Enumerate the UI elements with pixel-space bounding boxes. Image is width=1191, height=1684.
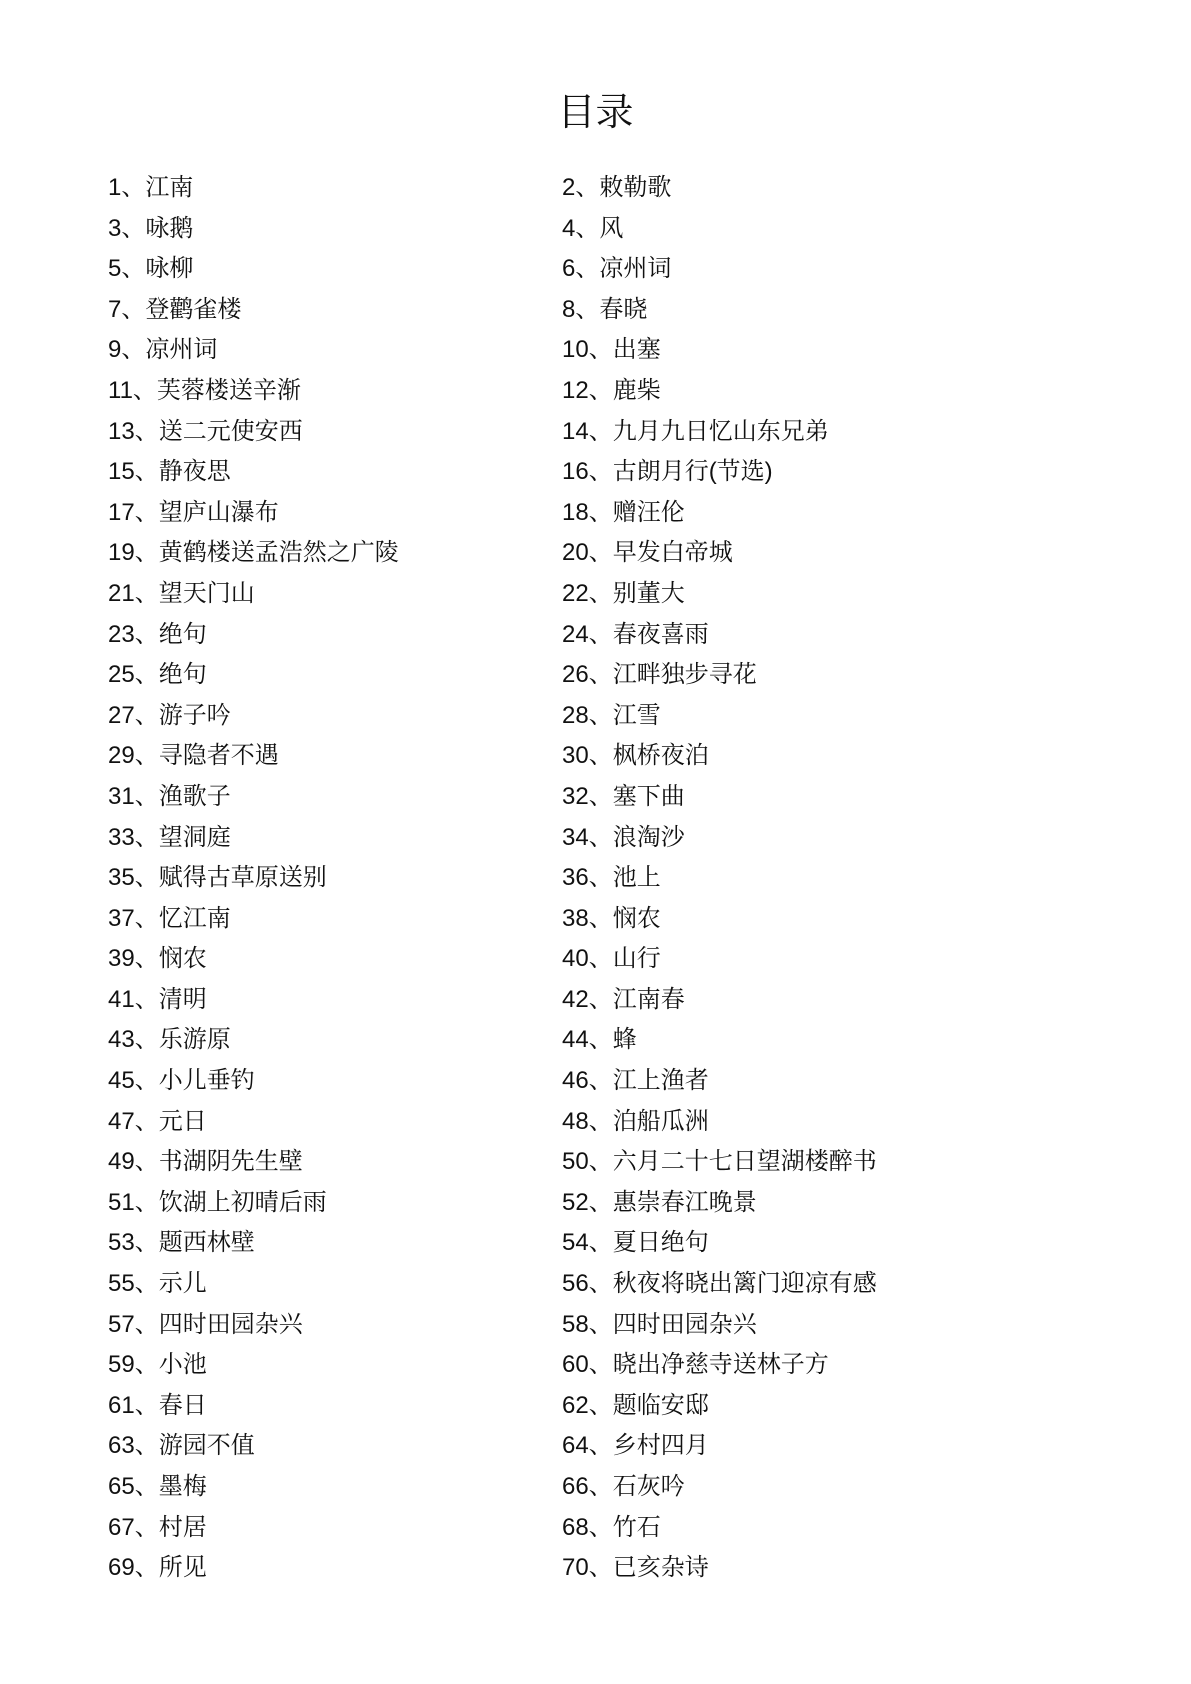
toc-entry[interactable]: 10、出塞 — [562, 336, 661, 364]
toc-entry[interactable]: 53、题西林壁 — [108, 1229, 255, 1257]
toc-entry[interactable]: 5、咏柳 — [108, 255, 194, 283]
toc-entry[interactable]: 68、竹石 — [562, 1513, 661, 1541]
toc-entry[interactable]: 8、春晓 — [562, 295, 648, 323]
toc-entry[interactable]: 33、望洞庭 — [108, 823, 231, 851]
toc-entry[interactable]: 38、悯农 — [562, 904, 661, 932]
toc-entry[interactable]: 70、已亥杂诗 — [562, 1554, 709, 1582]
toc-entry[interactable]: 26、江畔独步寻花 — [562, 661, 757, 689]
toc-entry[interactable]: 51、饮湖上初晴后雨 — [108, 1188, 327, 1216]
toc-entry[interactable]: 36、池上 — [562, 864, 661, 892]
toc-entry[interactable]: 60、晓出净慈寺送林子方 — [562, 1351, 829, 1379]
toc-entry[interactable]: 25、绝句 — [108, 661, 207, 689]
toc-entry[interactable]: 22、别董大 — [562, 579, 685, 607]
toc-entry[interactable]: 27、游子吟 — [108, 701, 231, 729]
table-of-contents — [108, 168, 1108, 1589]
toc-entry[interactable]: 24、春夜喜雨 — [562, 620, 709, 648]
toc-entry[interactable]: 14、九月九日忆山东兄弟 — [562, 417, 829, 445]
toc-entry[interactable]: 42、江南春 — [562, 985, 685, 1013]
toc-entry[interactable]: 1、江南 — [108, 174, 194, 201]
toc-entry[interactable]: 40、山行 — [562, 945, 661, 973]
toc-entry[interactable]: 45、小儿垂钓 — [108, 1067, 255, 1095]
toc-entry[interactable]: 32、塞下曲 — [562, 782, 685, 810]
toc-entry[interactable]: 66、石灰吟 — [562, 1473, 685, 1500]
toc-entry[interactable]: 65、墨梅 — [108, 1473, 207, 1500]
toc-entry[interactable]: 21、望天门山 — [108, 579, 255, 607]
toc-entry[interactable]: 13、送二元使安西 — [108, 417, 303, 445]
page-title: 目录 — [557, 92, 634, 134]
toc-entry[interactable]: 61、春日 — [108, 1391, 207, 1419]
toc-entry[interactable]: 28、江雪 — [562, 701, 661, 729]
toc-entry[interactable]: 9、凉州词 — [108, 336, 218, 364]
toc-entry[interactable]: 58、四时田园杂兴 — [562, 1310, 757, 1338]
toc-entry[interactable]: 16、古朗月行(节选) — [562, 458, 773, 486]
toc-entry[interactable]: 59、小池 — [108, 1351, 207, 1379]
toc-entry[interactable]: 4、风 — [562, 214, 624, 242]
toc-entry[interactable]: 11、芙蓉楼送辛渐 — [108, 376, 301, 404]
toc-entry[interactable]: 39、悯农 — [108, 945, 207, 973]
toc-entry[interactable]: 62、题临安邸 — [562, 1391, 709, 1419]
toc-entry[interactable]: 15、静夜思 — [108, 458, 231, 486]
toc-entry[interactable]: 57、四时田园杂兴 — [108, 1310, 303, 1338]
toc-entry[interactable]: 69、所见 — [108, 1554, 207, 1582]
toc-entry[interactable]: 47、元日 — [108, 1107, 207, 1135]
toc-entry[interactable]: 52、惠崇春江晚景 — [562, 1188, 757, 1216]
toc-entry[interactable]: 54、夏日绝句 — [562, 1229, 709, 1257]
toc-entry[interactable]: 17、望庐山瀑布 — [108, 498, 279, 526]
toc-entry[interactable]: 19、黄鹤楼送孟浩然之广陵 — [108, 539, 399, 567]
toc-entry[interactable]: 35、赋得古草原送别 — [108, 864, 327, 892]
toc-entry[interactable]: 34、浪淘沙 — [562, 823, 685, 851]
toc-entry[interactable]: 50、六月二十七日望湖楼醉书 — [562, 1148, 877, 1176]
toc-entry[interactable]: 44、蜂 — [562, 1026, 637, 1054]
toc-entry[interactable]: 43、乐游原 — [108, 1026, 231, 1054]
toc-entry[interactable]: 48、泊船瓜洲 — [562, 1107, 709, 1135]
toc-entry[interactable]: 56、秋夜将晓出篱门迎凉有感 — [562, 1270, 877, 1298]
toc-entry[interactable]: 30、枫桥夜泊 — [562, 742, 709, 770]
toc-entry[interactable]: 2、敕勒歌 — [562, 174, 672, 201]
toc-entry[interactable]: 29、寻隐者不遇 — [108, 742, 279, 770]
toc-entry[interactable]: 67、村居 — [108, 1513, 207, 1541]
toc-entry[interactable]: 20、早发白帝城 — [562, 539, 733, 567]
toc-entry[interactable]: 3、咏鹅 — [108, 214, 194, 242]
toc-entry[interactable]: 64、乡村四月 — [562, 1432, 709, 1460]
toc-entry[interactable]: 6、凉州词 — [562, 255, 672, 283]
toc-entry[interactable]: 7、登鹳雀楼 — [108, 295, 242, 323]
toc-entry[interactable]: 37、忆江南 — [108, 904, 231, 932]
toc-entry[interactable]: 46、江上渔者 — [562, 1067, 709, 1095]
toc-entry[interactable]: 55、示儿 — [108, 1270, 207, 1298]
toc-entry[interactable]: 31、渔歌子 — [108, 782, 231, 810]
toc-entry[interactable]: 63、游园不值 — [108, 1432, 255, 1460]
toc-entry[interactable]: 23、绝句 — [108, 620, 207, 648]
toc-entry[interactable]: 12、鹿柴 — [562, 376, 661, 404]
toc-entry[interactable]: 18、赠汪伦 — [562, 498, 685, 526]
toc-entry[interactable]: 41、清明 — [108, 985, 207, 1013]
toc-entry[interactable]: 49、书湖阴先生壁 — [108, 1148, 303, 1176]
